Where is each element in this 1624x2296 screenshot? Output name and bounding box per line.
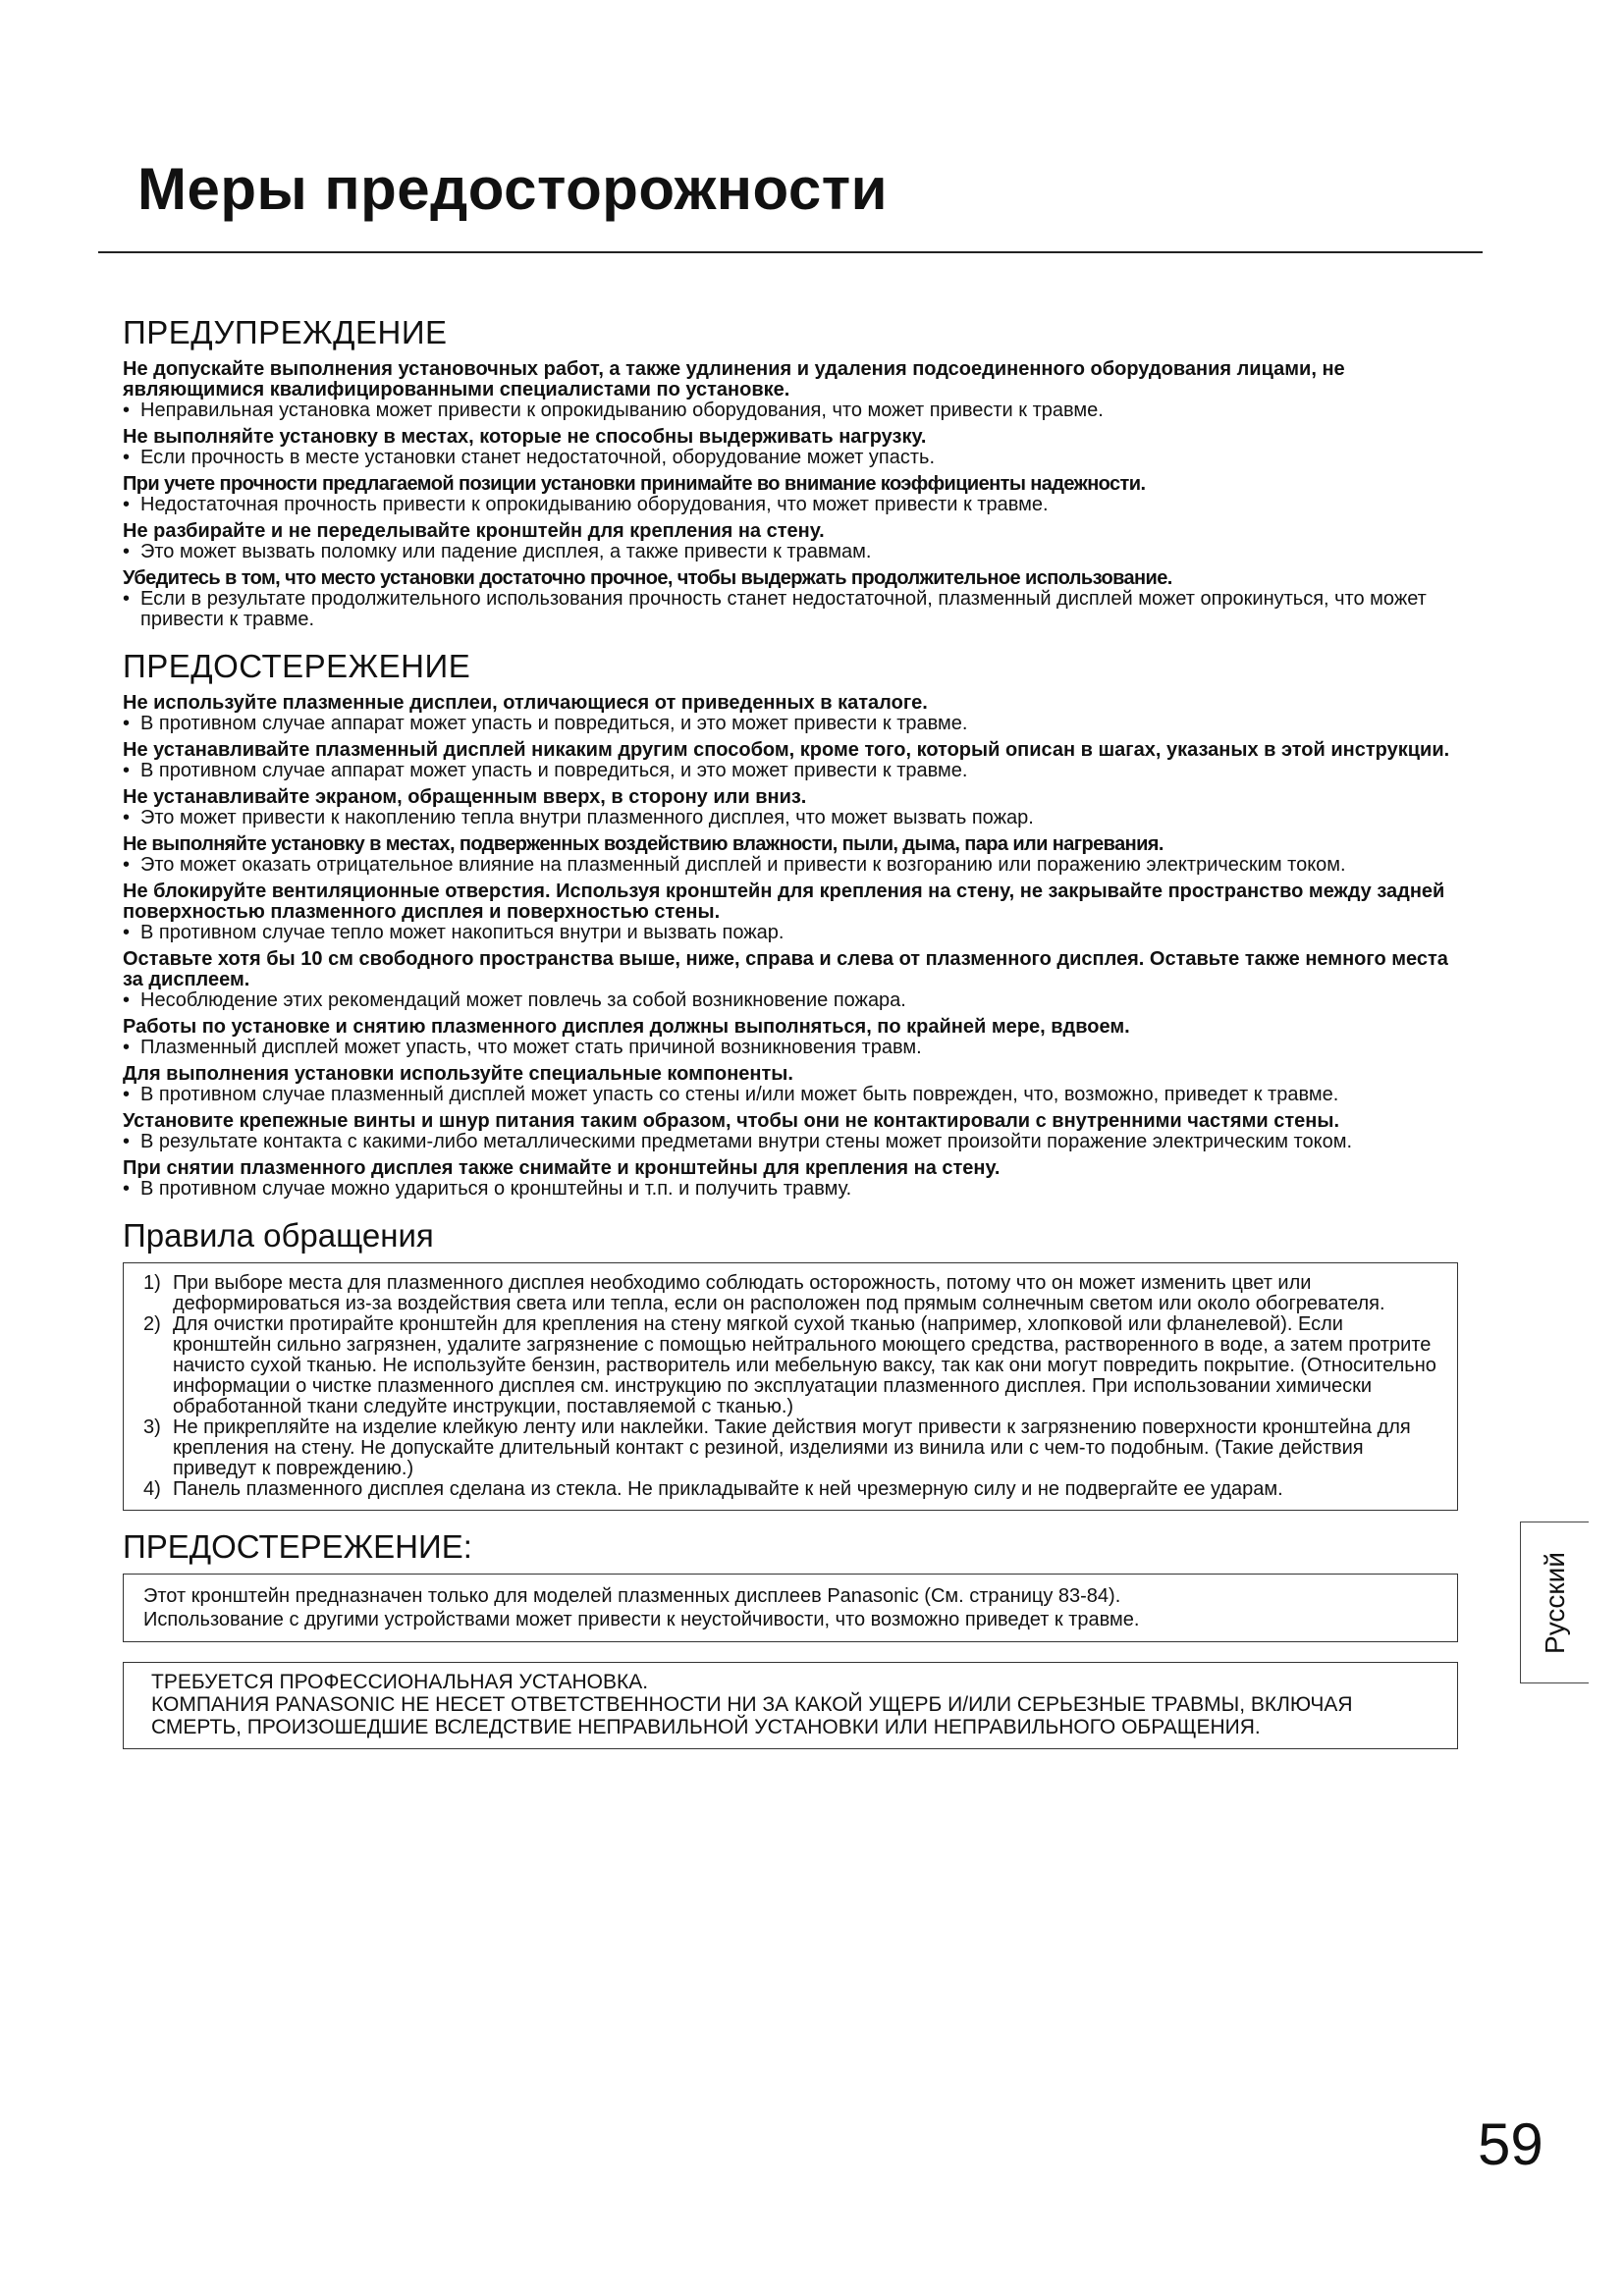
caution-rule: Для выполнения установки используйте специальные компоненты. [123, 1063, 793, 1085]
caution-rule: Не используйте плазменные дисплеи, отличающиеся от приведенных в каталоге. [123, 692, 928, 714]
caution-note: • В противном случае плазменный дисплей может упасть со стены и/или может быть поврежден, что, возможно, приведет к травме. [123, 1084, 1339, 1105]
warning-note: • Неправильная установка может привести к опрокидыванию оборудования, что может привести к травме. [123, 400, 1104, 421]
professional-install-line: КОМПАНИЯ PANASONIC НЕ НЕСЕТ ОТВЕТСТВЕННОСТИ НИ ЗА КАКОЙ УЩЕРБ И/ИЛИ СЕРЬЕЗНЫЕ ТРАВМЫ, ВКЛЮЧАЯ СМЕРТЬ, ПРОИЗОШЕДШИЕ ВСЛЕДСТВИЕ НЕПРАВИЛЬНОЙ УСТАНОВКИ ИЛИ НЕПРАВИЛЬНОГО ОБРАЩЕНИЯ. [151, 1693, 1353, 1738]
page-title: Меры предосторожности [137, 156, 889, 222]
title-divider [98, 251, 1483, 253]
warning-rule: Не разбирайте и не переделывайте кронштейн для крепления на стену. [123, 520, 825, 542]
handling-item-text: Для очистки протирайте кронштейн для крепления на стену мягкой сухой тканью (например, хлопковой или фланелевой). Если кронштейн сильно загрязнен, удалите загрязнение с помощью нейтрального моющего средства, растворенного в воде, а затем протрите начисто сухой тканью. Не используйте бензин, растворитель или мебельную ваксу, так как они могут повредить покрытие. (Относительно информации о чистке плазменного дисплея см. инструкцию по эксплуатации плазменного дисплея. При использовании химически обработанной ткани следуйте инструкции, поставляемой с тканью.) [173, 1313, 1436, 1417]
warning-note: • Если прочность в месте установки станет недостаточной, оборудование может упасть. [123, 447, 936, 468]
warning-note: • Это может вызвать поломку или падение дисплея, а также привести к травмам. [123, 541, 872, 562]
warning-note: • Если в результате продолжительного использования прочность станет недостаточной, плазменный дисплей может опрокинуться, что может привести к травме. [123, 588, 1427, 630]
caution-note: • В противном случае аппарат может упасть и повредиться, и это может привести к травме. [123, 713, 968, 734]
caution-rule: Не выполняйте установку в местах, подверженных воздействию влажности, пыли, дыма, пара или нагревания. [123, 833, 1164, 855]
caution-rule: Не блокируйте вентиляционные отверстия. Используя кронштейн для крепления на стену, не закрывайте пространство между задней поверхностью плазменного дисплея и поверхностью стены. [123, 881, 1445, 923]
language-tab-label: Русский [1539, 1551, 1570, 1654]
handling-heading: Правила обращения [123, 1217, 434, 1254]
content [123, 314, 1458, 1749]
handling-item-number: 3) [143, 1416, 161, 1438]
handling-item-number: 4) [143, 1478, 161, 1500]
language-tab [1520, 1522, 1589, 1683]
professional-install-box [123, 1662, 1458, 1749]
caution-note: • В противном случае аппарат может упасть и повредиться, и это может привести к травме. [123, 760, 968, 781]
warning-note: • Недостаточная прочность привести к опрокидыванию оборудования, что может привести к травме. [123, 494, 1049, 515]
caution-rule: Работы по установке и снятию плазменного дисплея должны выполняться, по крайней мере, вдвоем. [123, 1016, 1130, 1038]
caution-note: • В результате контакта с какими-либо металлическими предметами внутри стены может произойти поражение электрическим током. [123, 1131, 1353, 1152]
warning-rule: Убедитесь в том, что место установки достаточно прочное, чтобы выдержать продолжительное использование. [123, 567, 1172, 589]
warning-section [123, 314, 1458, 630]
caution2-line: Использование с другими устройствами может привести к неустойчивости, что возможно приведет к травме. [143, 1609, 1140, 1630]
professional-install-line: ТРЕБУЕТСЯ ПРОФЕССИОНАЛЬНАЯ УСТАНОВКА. [151, 1671, 649, 1693]
caution2-heading: ПРЕДОСТЕРЕЖЕНИЕ: [123, 1528, 472, 1565]
caution-note: • Это может привести к накоплению тепла внутри плазменного дисплея, что может вызвать пожар. [123, 807, 1034, 828]
warning-rule: Не допускайте выполнения установочных работ, а также удлинения и удаления подсоединенного оборудования лицами, не являющимися квалифицированными специалистами по установке. [123, 358, 1345, 400]
handling-box [123, 1262, 1458, 1511]
caution-section [123, 648, 1458, 1200]
caution-note: • Плазменный дисплей может упасть, что может стать причиной возникновения травм. [123, 1037, 922, 1058]
handling-item-number: 1) [143, 1272, 161, 1294]
handling-item [143, 1273, 1439, 1314]
handling-item-text: Не прикрепляйте на изделие клейкую ленту или наклейки. Такие действия могут привести к загрязнению поверхности кронштейна для крепления на стену. Не допускайте длительный контакт с резиной, изделиями из винила или с чем-то подобным. (Такие действия приведут к повреждению.) [173, 1416, 1411, 1479]
handling-item [143, 1479, 1439, 1500]
handling-section [123, 1217, 1458, 1511]
caution-rule: Оставьте хотя бы 10 см свободного пространства выше, ниже, справа и слева от плазменного дисплея. Оставьте также немного места за дисплеем. [123, 948, 1448, 990]
handling-item [143, 1417, 1439, 1479]
handling-item-number: 2) [143, 1313, 161, 1335]
caution-rule: При снятии плазменного дисплея также снимайте и кронштейны для крепления на стену. [123, 1157, 1001, 1179]
caution2-section [123, 1528, 1458, 1642]
page-number: 59 [1478, 2111, 1543, 2177]
caution-rule: Установите крепежные винты и шнур питания таким образом, чтобы они не контактировали с внутренними частями стены. [123, 1110, 1340, 1132]
warning-rule: Не выполняйте установку в местах, которые не способны выдерживать нагрузку. [123, 426, 927, 448]
caution-note: • В противном случае можно удариться о кронштейны и т.п. и получить травму. [123, 1178, 852, 1200]
caution2-line: Этот кронштейн предназначен только для моделей плазменных дисплеев Panasonic (См. страницу 83-84). [143, 1585, 1121, 1607]
caution-rule: Не устанавливайте плазменный дисплей никаким другим способом, кроме того, который описан в шагах, указаных в этой инструкции. [123, 739, 1450, 761]
handling-item-text: При выборе места для плазменного дисплея необходимо соблюдать осторожность, потому что он может изменить цвет или деформироваться из-за воздействия света или тепла, если он расположен под прямым солнечным светом или около обогревателя. [173, 1272, 1385, 1314]
caution-heading: ПРЕДОСТЕРЕЖЕНИЕ [123, 648, 471, 684]
handling-item-text: Панель плазменного дисплея сделана из стекла. Не прикладывайте к ней чрезмерную силу и не подвергайте ее ударам. [173, 1478, 1283, 1500]
caution-rule: Не устанавливайте экраном, обращенным вверх, в сторону или вниз. [123, 786, 807, 808]
caution-note: • Несоблюдение этих рекомендаций может повлечь за собой возникновение пожара. [123, 989, 906, 1011]
warning-heading: ПРЕДУПРЕЖДЕНИЕ [123, 314, 448, 350]
warning-rule: При учете прочности предлагаемой позиции установки принимайте во внимание коэффициенты надежности. [123, 473, 1146, 495]
caution2-box [123, 1574, 1458, 1642]
caution-note: • Это может оказать отрицательное влияние на плазменный дисплей и привести к возгоранию или поражению электрическим током. [123, 854, 1346, 876]
handling-item [143, 1314, 1439, 1417]
caution-note: • В противном случае тепло может накопиться внутри и вызвать пожар. [123, 922, 785, 943]
